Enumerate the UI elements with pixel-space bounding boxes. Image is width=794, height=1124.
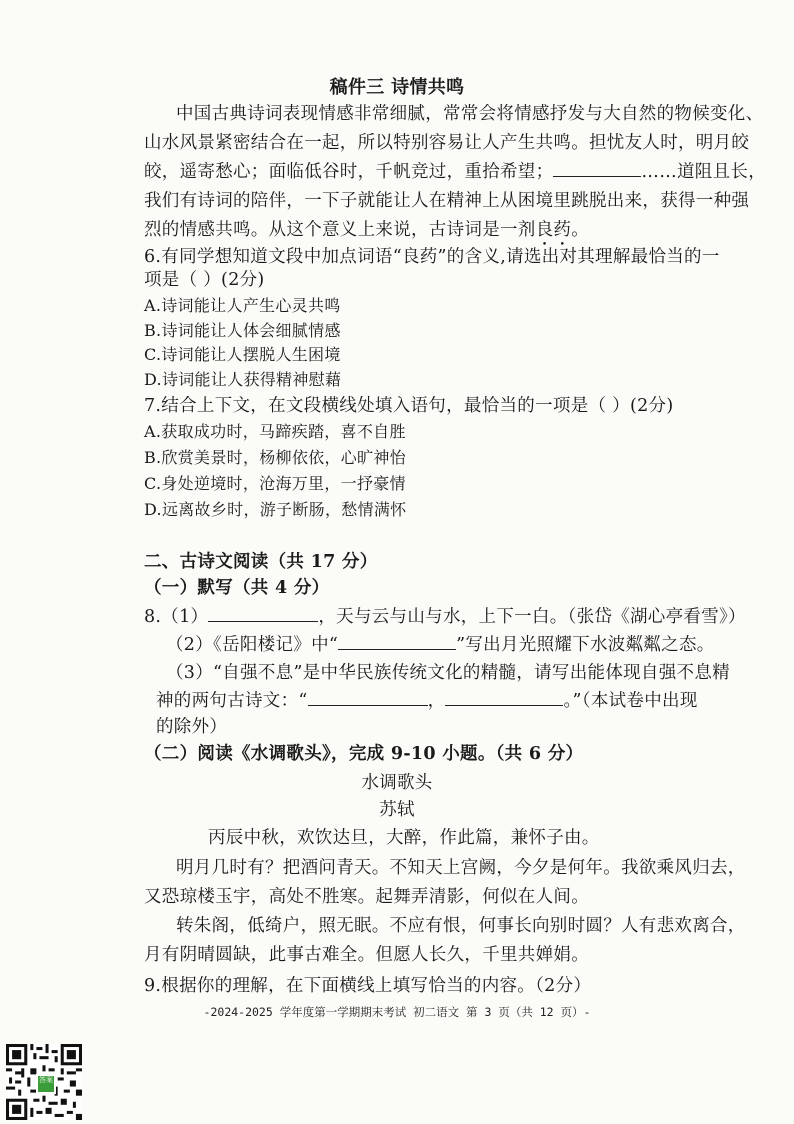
paragraph-text: 烈的情感共鸣。从这个意义上来说，古诗词是一剂 xyxy=(144,220,536,240)
subsection-heading: （一）默写（共 4 分） xyxy=(144,578,330,598)
paragraph-text: 。 xyxy=(571,220,590,240)
poem-author: 苏轼 xyxy=(379,800,415,820)
q8-3-comma: ， xyxy=(427,691,446,711)
q7-option-a: A.获取成功时，马蹄疾踏，喜不自胜 xyxy=(144,422,406,441)
q8-2 xyxy=(166,633,715,657)
fill-blank[interactable] xyxy=(553,160,641,177)
subsection-heading: （二）阅读《水调歌头》，完成 9-10 小题。（共 6 分） xyxy=(144,744,584,764)
q6-stem: 项是（ ）(2分) xyxy=(144,270,265,290)
paragraph-text: 皎，遥寄愁心；面临低谷时，千帆竞过，重拾希望； xyxy=(144,162,554,182)
poem-preface: 丙辰中秋，欢饮达旦，大醉，作此篇，兼怀子由。 xyxy=(208,828,600,848)
q7-option-c: C.身处逆境时，沧海万里，一抒豪情 xyxy=(144,474,406,493)
q6-option-b: B.诗词能让人体会细腻情感 xyxy=(144,321,341,340)
q8-1-prefix: 8.（1） xyxy=(144,607,209,627)
q8-3-prefix: 神的两句古诗文：“ xyxy=(156,691,308,711)
section-heading: 二、古诗文阅读（共 17 分） xyxy=(144,552,378,572)
paragraph-line: 中国古典诗词表现情感非常细腻，常常会将情感抒发与大自然的物候变化、 xyxy=(176,104,764,124)
q9-stem: 9.根据你的理解，在下面横线上填写恰当的内容。（2分） xyxy=(144,976,592,996)
page-footer: -2024-2025 学年度第一学期期末考试 初二语文 第 3 页（共 12 页）- xyxy=(203,1005,591,1019)
q8-1 xyxy=(144,605,746,629)
dotted-word: 良药 xyxy=(535,220,572,240)
q6-stem: 6.有同学想知道文段中加点词语“良药”的含义,请选出对其理解最恰当的一 xyxy=(144,247,720,267)
q6-option-a: A.诗词能让人产生心灵共鸣 xyxy=(144,296,341,315)
poem-title: 水调歌头 xyxy=(361,773,433,793)
poem-line: 又恐琼楼玉宇，高处不胜寒。起舞弄清影，何似在人间。 xyxy=(144,887,589,907)
q8-3-suffix: 。”（本试卷中出现 xyxy=(563,691,698,711)
q6-option-c: C.诗词能让人摆脱人生困境 xyxy=(144,345,341,364)
qr-logo xyxy=(36,1074,56,1094)
draft-title: 稿件三 诗情共鸣 xyxy=(329,77,465,98)
fill-blank[interactable] xyxy=(208,605,318,622)
q7-option-b: B.欣赏美景时，杨柳依依，心旷神怡 xyxy=(144,448,406,467)
paragraph-text: ……道阻且长， xyxy=(641,162,767,182)
paragraph-line xyxy=(144,160,766,184)
q8-2-suffix: ”写出月光照耀下水波粼粼之态。 xyxy=(456,635,715,655)
fill-blank[interactable] xyxy=(445,689,563,706)
poem-line: 转朱阁，低绮户，照无眠。不应有恨，何事长向别时圆？人有悲欢离合， xyxy=(176,916,746,936)
q8-3: 的除外） xyxy=(156,717,228,737)
qr-logo-label: 答案 xyxy=(39,1076,53,1084)
q8-2-prefix: （2）《岳阳楼记》中“ xyxy=(166,635,339,655)
poem-line: 明月几时有？把酒问青天。不知天上宫阙，今夕是何年。我欲乘风归去， xyxy=(176,858,746,878)
q7-option-d: D.远离故乡时，游子断肠，愁情满怀 xyxy=(144,500,407,519)
poem-line: 月有阴晴圆缺，此事古难全。但愿人长久，千里共婵娟。 xyxy=(144,945,589,965)
fill-blank[interactable] xyxy=(338,633,456,650)
q8-1-suffix: ，天与云与山与水，上下一白。（张岱《湖心亭看雪》） xyxy=(318,607,746,627)
paragraph-line: 我们有诗词的陪伴，一下子就能让人在精神上从困境里跳脱出来，获得一种强 xyxy=(144,191,750,211)
q7-stem: 7.结合上下文，在文段横线处填入语句，最恰当的一项是（ ）(2分) xyxy=(144,396,674,416)
paragraph-line: 山水风景紧密结合在一起，所以特别容易让人产生共鸣。担忧友人时，明月皎 xyxy=(144,133,750,153)
q8-3: （3）“自强不息”是中华民族传统文化的精髓，请写出能体现自强不息精 xyxy=(166,663,730,683)
fill-blank[interactable] xyxy=(308,689,428,706)
qr-code[interactable] xyxy=(6,1044,82,1120)
q8-3 xyxy=(156,689,698,713)
q6-option-d: D.诗词能让人获得精神慰藉 xyxy=(144,370,342,389)
